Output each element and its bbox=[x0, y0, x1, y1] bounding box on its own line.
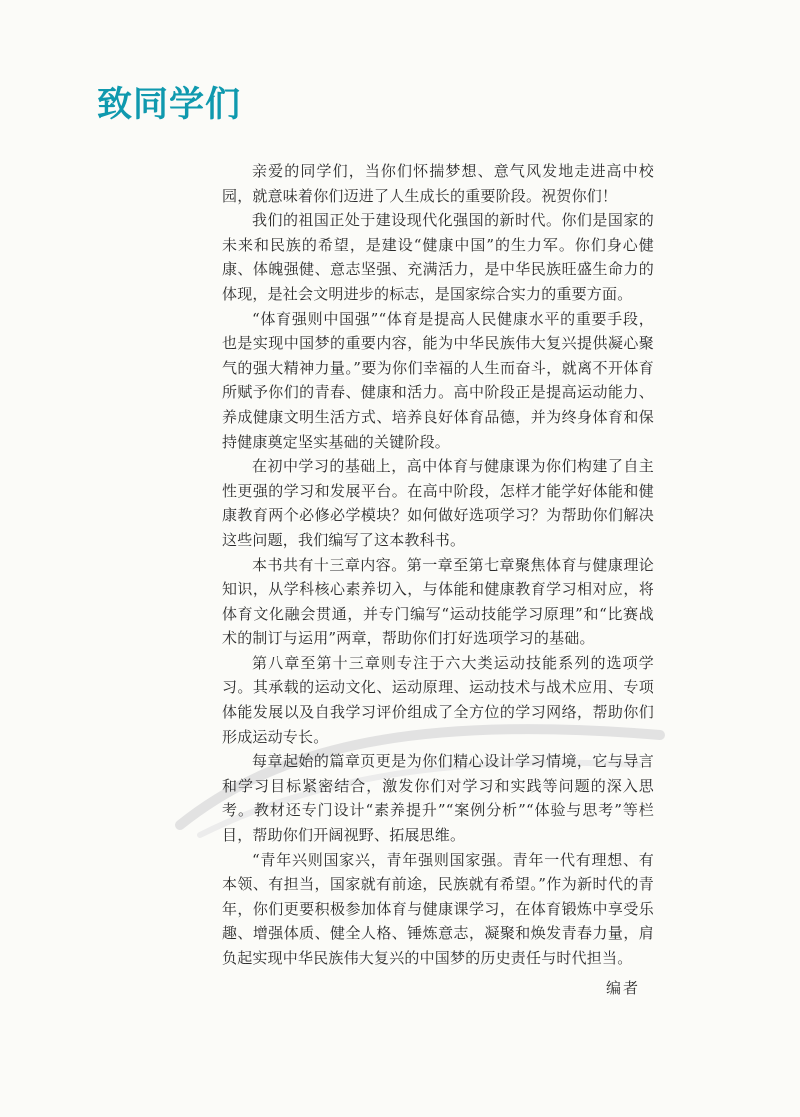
paragraph-4: 在初中学习的基础上，高中体育与健康课为你们构建了自主性更强的学习和发展平台。在高中阶段，怎样才能学好体能和健康教育两个必修必学模块？如何做好选项学习？为帮助你们解决这些问题，我们编写了这本教科书。 bbox=[222, 457, 654, 549]
paragraph-5: 本书共有十三章内容。第一章至第七章聚焦体育与健康理论知识，从学科核心素养切入，与体能和健康教育学习相对应，将体育文化融会贯通，并专门编写“运动技能学习原理”和“比赛战术的制订与运用”两章，帮助你们打好选项学习的基础。 bbox=[222, 555, 654, 648]
paragraph-1: 亲爱的同学们，当你们怀揣梦想、意气风发地走进高中校园，就意味着你们迈进了人生成长的重要阶段。祝贺你们！ bbox=[222, 162, 654, 205]
page-title: 致同学们 bbox=[97, 85, 242, 125]
paragraph-7: 每章起始的篇章页更是为你们精心设计学习情境，它与导言和学习目标紧密结合，激发你们对学习和实践等问题的深入思考。教材还专门设计“素养提升”“案例分析”“体验与思考”等栏目，帮助你们开阔视野、拓展思维。 bbox=[222, 752, 654, 845]
paragraph-2: 我们的祖国正处于建设现代化强国的新时代。你们是国家的未来和民族的希望，是建设“健康中国”的生力军。你们身心健康、体魄强健、意志坚强、充满活力，是中华民族旺盛生命力的体现，是社会文明进步的标志，是国家综合实力的重要方面。 bbox=[222, 211, 654, 303]
paragraph-8: “青年兴则国家兴，青年强则国家强。青年一代有理想、有本领、有担当，国家就有前途，民族就有希望。”作为新时代的青年，你们更要积极参加体育与健康课学习，在体育锻炼中享受乐趣、增强体质、健全人格、锤炼意志，凝聚和焕发青春力量，肩负起实现中华民族伟大复兴的中国梦的历史责任与时代担当。 bbox=[222, 850, 654, 967]
paragraph-3: “体育强则中国强”“体育是提高人民健康水平的重要手段，也是实现中国梦的重要内容，能为中华民族伟大复兴提供凝心聚气的强大精神力量。”要为你们幸福的人生而奋斗，就离不开体育所赋予你们的青春、健康和活力。高中阶段正是提高运动能力、养成健康文明生活方式、培养良好体育品德，并为终身体育和保持健康奠定坚实基础的关键阶段。 bbox=[222, 309, 654, 451]
letter-body bbox=[222, 159, 654, 971]
paragraph-6: 第八章至第十三章则专注于六大类运动技能系列的选项学习。其承载的运动文化、运动原理、运动技术与战术应用、专项体能发展以及自我学习评价组成了全方位的学习网络，帮助你们形成运动专长。 bbox=[222, 653, 654, 746]
signature: 编者 bbox=[606, 979, 641, 997]
